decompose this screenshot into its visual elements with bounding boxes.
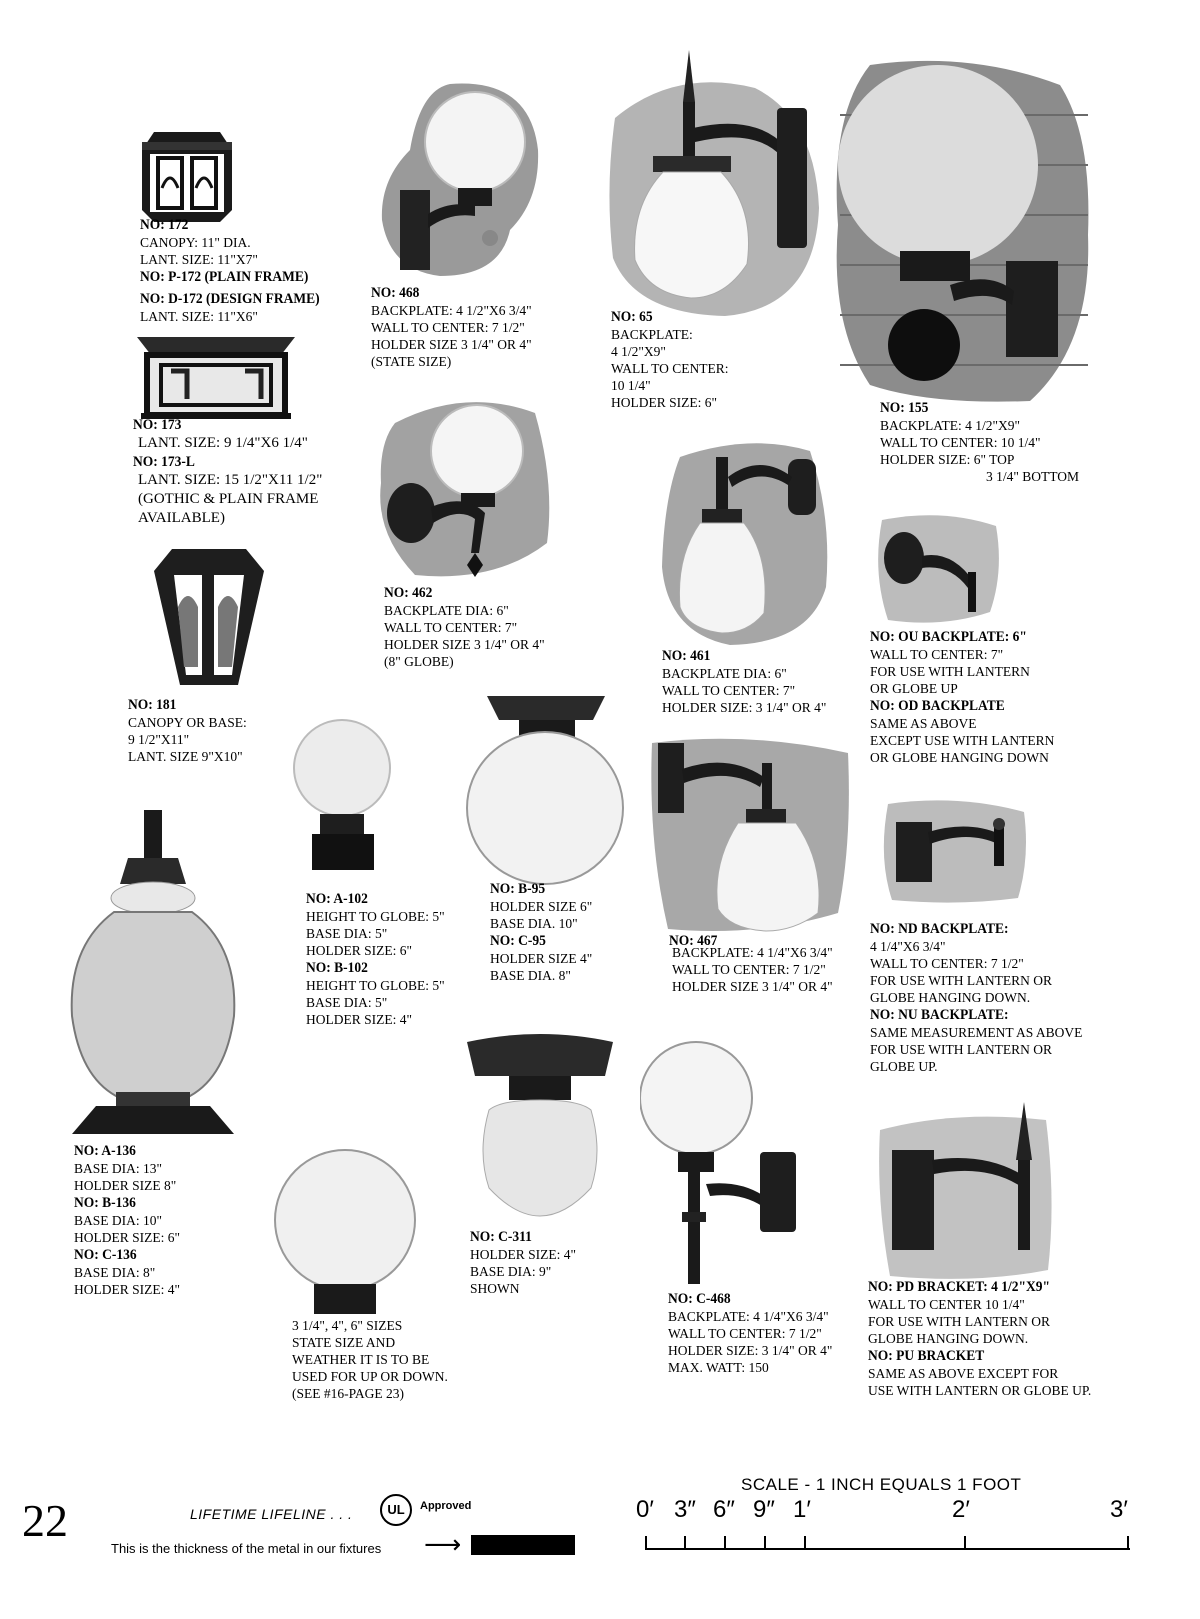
spec-line: WALL TO CENTER: 7 1/2" [870,956,1024,971]
spec-heading: NO: 173-L [133,454,195,470]
spec-181 [128,696,247,765]
spec-c468 [668,1290,832,1376]
spec-line: WALL TO CENTER: 7" [662,683,796,698]
fixture-181-image [152,547,266,689]
spec-line: MAX. WATT: 150 [668,1360,769,1375]
fixture-65-image [605,48,820,318]
scale-label: 1′ [793,1496,811,1523]
spec-line: USE WITH LANTERN OR GLOBE UP. [868,1383,1092,1398]
fixture-467-image [648,733,852,937]
spec-nd-nu [870,920,1082,1075]
spec-line: HOLDER SIZE 6" [490,899,593,914]
fixture-a136-image [66,806,241,1136]
spec-line: 3 1/4" BOTTOM [986,469,1080,484]
spec-line: (8" GLOBE) [384,654,454,669]
spec-line: EXCEPT USE WITH LANTERN [870,733,1055,748]
spec-line: WALL TO CENTER: 7 1/2" [668,1326,822,1341]
scale-ruler [645,1530,1130,1550]
spec-line: HOLDER SIZE 8" [74,1178,177,1193]
spec-line: GLOBE HANGING DOWN. [868,1331,1029,1346]
spec-line: SAME AS ABOVE EXCEPT FOR [868,1366,1059,1381]
spec-line: HEIGHT TO GLOBE: 5" [306,909,445,924]
spec-line: BASE DIA: 8" [74,1265,156,1280]
scale-label: 2′ [952,1496,970,1523]
spec-line: HOLDER SIZE: 6" [611,395,718,410]
spec-line: BASE DIA: 10" [74,1213,163,1228]
spec-heading: NO: 155 [880,400,929,416]
spec-heading: NO: OU BACKPLATE: 6" [870,629,1027,645]
page-number: 22 [22,1495,68,1546]
spec-line: HOLDER SIZE: 3 1/4" OR 4" [662,700,827,715]
spec-a102-b102 [306,890,445,1028]
spec-heading: NO: 65 [611,309,653,325]
spec-467 [669,932,833,995]
spec-line: HOLDER SIZE: 4" [306,1012,413,1027]
spec-line: WALL TO CENTER: 7" [384,620,518,635]
spec-line: HEIGHT TO GLOBE: 5" [306,978,445,993]
spec-line: CANOPY OR BASE: [128,715,247,730]
spec-line: HOLDER SIZE: 4" [470,1247,577,1262]
spec-line: BASE DIA: 5" [306,995,388,1010]
fixture-nd-image [878,798,1030,906]
spec-heading: NO: C-95 [490,933,546,949]
spec-line: BACKPLATE DIA: 6" [384,603,509,618]
spec-line: FOR USE WITH LANTERN [870,664,1030,679]
scale-title: SCALE - 1 INCH EQUALS 1 FOOT [741,1475,1022,1494]
spec-462 [384,584,545,670]
spec-pd-pu [868,1278,1091,1399]
spec-172 [140,216,340,325]
spec-line: GLOBE HANGING DOWN. [870,990,1031,1005]
spec-heading: NO: A-102 [306,891,368,907]
spec-line: HOLDER SIZE 3 1/4" OR 4" [371,337,532,352]
spec-line: FOR USE WITH LANTERN OR [870,973,1052,988]
spec-heading: NO: ND BACKPLATE: [870,921,1009,937]
spec-line: BACKPLATE DIA: 6" [662,666,787,681]
arrow-right-icon: ⟶ [424,1530,462,1560]
spec-line: LANT. SIZE: 9 1/4"X6 1/4" [138,435,308,451]
approved-label: Approved [420,1500,472,1512]
spec-line: WALL TO CENTER: [611,361,729,376]
spec-heading: NO: D-172 (DESIGN FRAME) [140,291,320,307]
fixture-155-image [830,55,1094,405]
spec-line: HOLDER SIZE: 6" [74,1230,181,1245]
spec-heading: NO: 462 [384,585,433,601]
spec-heading: NO: C-468 [668,1291,731,1307]
spec-line: OR GLOBE HANGING DOWN [870,750,1049,765]
fixture-a102-image [290,718,394,870]
spec-line: (STATE SIZE) [371,354,452,369]
spec-461 [662,647,826,716]
fixture-461-image [660,437,830,647]
spec-line: 10 1/4" [611,378,651,393]
spec-line: 3 1/4", 4", 6" SIZES [292,1318,403,1333]
fixture-172-image [140,128,234,224]
spec-line: HOLDER SIZE: 3 1/4" OR 4" [668,1343,833,1358]
spec-line: HOLDER SIZE 4" [490,951,593,966]
spec-line: SAME AS ABOVE [870,716,977,731]
spec-heading: NO: 461 [662,648,711,664]
spec-line: WALL TO CENTER: 10 1/4" [880,435,1041,450]
fixture-468-image [380,80,540,280]
spec-heading: NO: 467 [669,933,718,949]
spec-line: CANOPY: 11" DIA. [140,235,251,250]
spec-line: WALL TO CENTER: 7" [870,647,1004,662]
spec-heading: NO: C-311 [470,1229,532,1245]
spec-155 [880,399,1079,485]
spec-line: 9 1/2"X11" [128,732,190,747]
spec-line: BASE DIA: 5" [306,926,388,941]
spec-ou-od [870,628,1054,766]
spec-heading: NO: OD BACKPLATE [870,698,1005,714]
spec-line: BACKPLATE: 4 1/2"X6 3/4" [371,303,532,318]
spec-line: FOR USE WITH LANTERN OR [870,1042,1052,1057]
spec-line: BASE DIA. 8" [490,968,571,983]
spec-line: LANT. SIZE: 15 1/2"X11 1/2" [138,472,323,488]
spec-a136 [74,1142,180,1298]
spec-line: WALL TO CENTER: 7 1/2" [371,320,525,335]
spec-line: LANT. SIZE: 11"X6" [140,309,258,324]
spec-line: USED FOR UP OR DOWN. [292,1369,448,1384]
spec-line: BASE DIA. 10" [490,916,578,931]
spec-line: 4 1/2"X9" [611,344,666,359]
fixture-462-image [375,393,555,583]
spec-line: BACKPLATE: 4 1/2"X9" [880,418,1021,433]
spec-line: BASE DIA: 13" [74,1161,163,1176]
spec-line: SHOWN [470,1281,520,1296]
fixture-c468-image [640,1040,800,1290]
scale-label: 9″ [753,1496,775,1523]
scale-label: 3″ [674,1496,696,1523]
spec-line: HOLDER SIZE: 6" [306,943,413,958]
scale-label: 0′ [636,1496,654,1523]
spec-heading: NO: P-172 (PLAIN FRAME) [140,269,309,285]
spec-65 [611,308,729,411]
lifeline-tagline: LIFETIME LIFELINE . . . [190,1506,353,1522]
spec-heading: NO: B-95 [490,881,546,897]
spec-line: (SEE #16-PAGE 23) [292,1386,405,1401]
spec-line: AVAILABLE) [138,510,225,526]
spec-heading: NO: B-102 [306,960,368,976]
spec-line: WEATHER IT IS TO BE [292,1352,430,1367]
spec-heading: NO: 468 [371,285,420,301]
spec-heading: NO: NU BACKPLATE: [870,1007,1009,1023]
spec-heading: NO: B-136 [74,1195,136,1211]
spec-line: SAME MEASUREMENT AS ABOVE [870,1025,1083,1040]
fixture-pd-image [876,1100,1056,1284]
metal-thickness-note: This is the thickness of the metal in our fixtures [111,1541,382,1556]
spec-line: FOR USE WITH LANTERN OR [868,1314,1050,1329]
fixture-c311-image [465,1032,615,1218]
fixture-globe-image [272,1148,418,1314]
spec-heading: NO: 172 [140,217,189,233]
spec-heading: NO: PU BRACKET [868,1348,985,1364]
spec-heading: NO: 181 [128,697,177,713]
metal-thickness-sample [471,1535,575,1555]
spec-line: LANT. SIZE 9"X10" [128,749,243,764]
spec-line: HOLDER SIZE 3 1/4" OR 4" [672,979,833,994]
spec-line: HOLDER SIZE: 6" TOP [880,452,1015,467]
spec-line: WALL TO CENTER: 7 1/2" [672,962,826,977]
spec-c311 [470,1228,576,1297]
fixture-ou-image [872,512,1004,628]
fixture-b95-image [465,690,625,886]
spec-line: 4 1/4"X6 3/4" [870,939,946,954]
spec-line: HOLDER SIZE: 4" [74,1282,181,1297]
spec-line: BACKPLATE: 4 1/4"X6 3/4" [668,1309,829,1324]
spec-line: BACKPLATE: [611,327,693,342]
scale-label: 3′ [1110,1496,1128,1523]
spec-line: BASE DIA: 9" [470,1264,552,1279]
spec-line: BACKPLATE: 4 1/4"X6 3/4" [672,945,833,960]
spec-heading: NO: 173 [133,417,182,433]
spec-heading: NO: C-136 [74,1247,137,1263]
spec-line: OR GLOBE UP [870,681,958,696]
spec-line: HOLDER SIZE 3 1/4" OR 4" [384,637,545,652]
spec-173 [133,416,322,528]
scale-label: 6″ [713,1496,735,1523]
fixture-173-image [131,335,301,421]
spec-heading: NO: A-136 [74,1143,136,1159]
spec-globe [292,1317,448,1402]
spec-heading: NO: PD BRACKET: 4 1/2"X9" [868,1279,1050,1295]
spec-line: (GOTHIC & PLAIN FRAME [138,491,319,507]
spec-line: WALL TO CENTER 10 1/4" [868,1297,1025,1312]
spec-468 [371,284,532,370]
spec-b95-c95 [490,880,592,984]
spec-line: GLOBE UP. [870,1059,938,1074]
ul-logo-icon: UL [380,1494,412,1526]
spec-line: STATE SIZE AND [292,1335,396,1350]
spec-line: LANT. SIZE: 11"X7" [140,252,258,267]
